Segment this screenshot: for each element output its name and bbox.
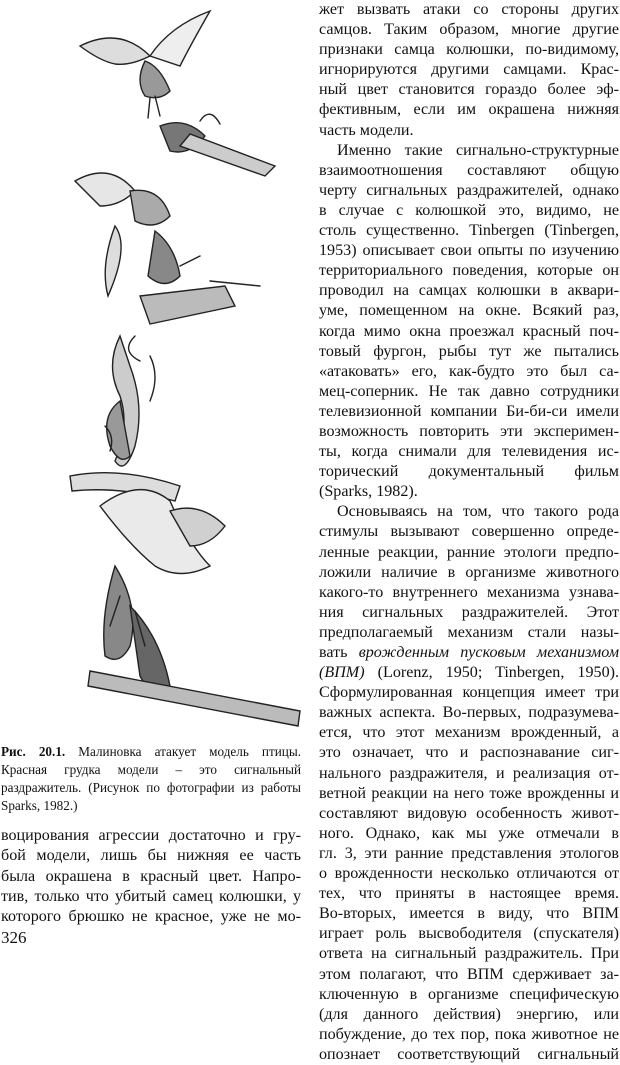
text-line: взаимоотношения составляют общую	[319, 161, 619, 179]
text-line: фективным, если им окрашена нижняя	[319, 101, 619, 119]
text-line: побуждение, до тех пор, пока животное не	[319, 1025, 619, 1043]
text-line: торический документальный фильм	[319, 463, 619, 481]
figure-robin-attack	[60, 6, 305, 734]
robin-illustration	[60, 6, 305, 734]
text-line: стимулы вызывают совершенно опреде-	[319, 523, 619, 541]
text-line: ется, что этот механизм врожденный, а	[319, 724, 619, 742]
text-line: ты, когда снимали для телевидения ис-	[319, 443, 619, 461]
citation: (Lorenz, 1950; Tinbergen, 1950).	[377, 664, 619, 682]
text-line: Основываясь на том, что такого рода	[337, 503, 619, 521]
text-line: тех, что приняты в настоящее время.	[319, 885, 619, 903]
text-line: (Sparks, 1982).	[319, 483, 418, 501]
text-line: ный цвет становится гораздо более эф-	[319, 81, 619, 99]
text-line: тив, только что убитый самец колюшки, у	[1, 887, 301, 905]
figure-label: Рис. 20.1.	[1, 744, 66, 759]
text-line-with-term	[319, 663, 619, 683]
figure-caption-text: Малиновка атакует модель птицы. Красная грудка модели – это сигнальный раздражитель. (Рисунок по фотографии из работы Sparks, 1982.)	[1, 744, 301, 813]
text-line: какого-то внутреннего механизма узнава-	[319, 583, 619, 601]
text-line: ложили наличие в организме животного	[319, 563, 619, 581]
text-line: игнорируются другими самцами. Крас-	[319, 61, 619, 79]
sketch-panel-1	[80, 11, 275, 176]
paragraph-1	[319, 0, 619, 141]
text-line: ключенную в организме специфическую	[319, 985, 619, 1003]
text-line: столь существенно. Tinbergen (Tinbergen,	[319, 222, 619, 240]
text-line: ния сигнальных раздражителей. Этот	[319, 603, 619, 621]
text-line: телевизионной компании Би-би-си имели	[319, 402, 619, 420]
text-line: возможность повторить эти эксперимен-	[319, 422, 619, 440]
text-line: мец-соперник. Не так давно сотрудники	[319, 382, 619, 400]
text-line: предполагаемый механизм стали назы-	[319, 623, 619, 641]
text-line: это означает, что и распознавание сиг-	[319, 744, 619, 762]
text-line: в случае с колюшкой это, видимо, не	[319, 201, 619, 219]
text-fragment: вать	[319, 644, 348, 661]
sketch-panel-4	[88, 490, 300, 726]
paragraph-2	[319, 141, 619, 503]
sketch-panel-2	[75, 173, 260, 361]
left-column-text	[1, 826, 301, 927]
text-line: ленные реакции, ранние этологи предпо-	[319, 543, 619, 561]
text-line: территориального поведения, которые он	[319, 262, 619, 280]
text-line: играет роль высвободителя (спускателя)	[319, 925, 619, 943]
text-line: проводил на самцах колюшки в аквари-	[319, 282, 619, 300]
text-line: когда мимо окна проезжал красный поч-	[319, 322, 619, 340]
text-line: бой модели, лишь бы нижняя ее часть	[1, 847, 301, 865]
text-line: которого брюшко не красное, уже не мо-	[1, 908, 301, 926]
text-line: жет вызвать атаки со стороны других	[319, 1, 619, 18]
text-line: нального раздражителя, и реализация от-	[319, 764, 619, 782]
text-line: составляют видовую особенность живот-	[319, 804, 619, 822]
text-line: опознает соответствующий сигнальный	[319, 1045, 619, 1063]
text-line: была окрашена в красный цвет. Напро-	[1, 867, 301, 885]
text-line: ветной реакции на него тоже врожденны и	[319, 784, 619, 802]
text-line: гл. 3, эти ранние представления этологов	[319, 844, 619, 862]
text-line: воцирования агрессии достаточно и гру-	[1, 827, 301, 844]
text-line: Сформулированная концепция имеет три	[319, 684, 619, 702]
italic-term: врожденным пусковым механизмом	[358, 644, 619, 661]
page-number: 326	[1, 928, 27, 947]
text-line: товый фургон, рыбы тут же пытались	[319, 342, 619, 360]
sketch-panel-3	[70, 336, 180, 501]
text-line: (для данного действия) энергию, или	[319, 1005, 619, 1023]
right-column-text	[319, 0, 619, 1065]
paragraph-3	[319, 502, 619, 1065]
text-line: о врожденности несколько отличаются от	[319, 865, 619, 883]
text-line: черту сигнальных раздражителей, однако	[319, 181, 619, 199]
text-line: Именно такие сигнально-структурные	[337, 141, 619, 159]
italic-term-abbr: (ВПМ)	[319, 664, 365, 682]
text-line: ответа на сигнальный раздражитель. При	[319, 945, 619, 963]
text-line: уме, помещенном на окне. Всякий раз,	[319, 302, 619, 320]
figure-caption	[1, 743, 301, 815]
text-line: ного. Однако, как мы уже отмечали в	[319, 824, 619, 842]
text-line: Во-вторых, имеется в виду, что ВПМ	[319, 905, 619, 923]
text-line: самцов. Таким образом, многие другие	[319, 21, 619, 39]
text-line: признаки самца колюшки, по-видимому,	[319, 41, 619, 59]
text-line-with-term	[319, 643, 619, 663]
text-line: 1953) описывает свои опыты по изучению	[319, 242, 619, 260]
text-line: важных аспекта. Во-первых, подразумева-	[319, 704, 619, 722]
text-line: часть модели.	[319, 121, 414, 139]
text-line: «атаковать» его, как-будто это был са-	[319, 362, 619, 380]
text-line: этом полагают, что ВПМ сдерживает за-	[319, 965, 619, 983]
